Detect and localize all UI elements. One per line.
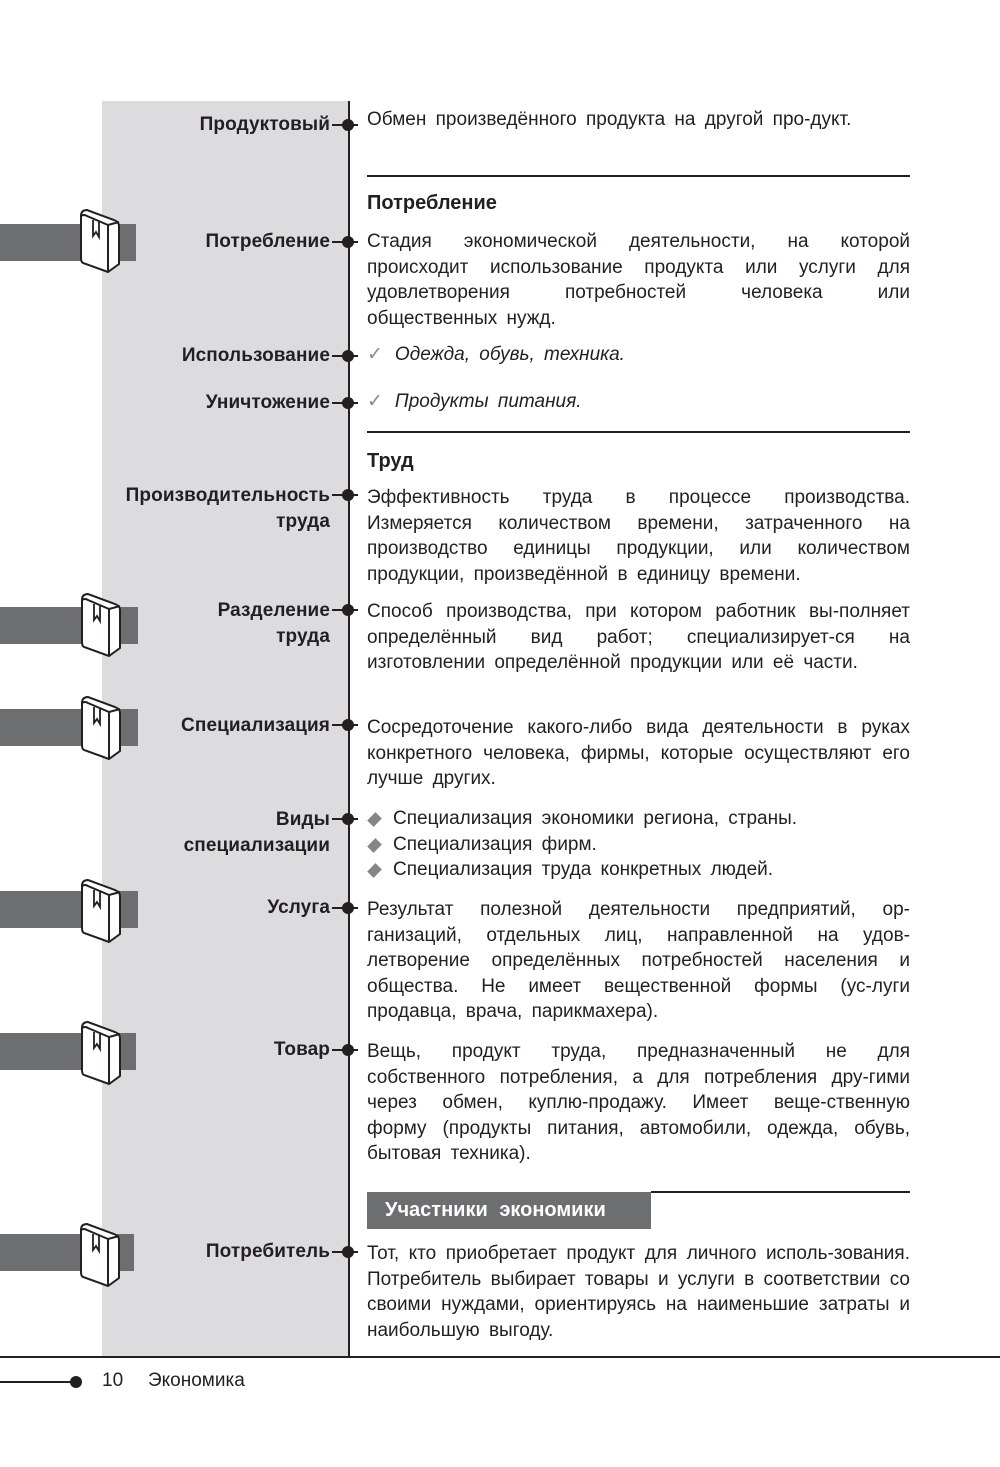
term-label: Потребление <box>205 231 330 252</box>
footer-leader-line <box>0 1381 72 1383</box>
example-item <box>367 389 910 415</box>
section-title: Потребление <box>367 192 497 214</box>
diamond-bullet-icon <box>367 863 382 878</box>
connector-dot <box>332 902 358 914</box>
section-divider <box>367 431 910 433</box>
diamond-bullet-icon <box>367 812 382 827</box>
example-item <box>367 342 910 368</box>
term-definition: Тот, кто приобретает продукт для личного исполь-зования. Потребитель выбирает товары и услуги в соответствии со своими нуждами, ориентируясь на наименьшие затраты и наибольшую выгоду. <box>367 1243 910 1341</box>
connector-dot <box>332 604 358 616</box>
section-title: Труд <box>367 450 414 472</box>
term-label: Потребитель <box>205 1241 330 1262</box>
list-item: Специализация экономики региона, страны. <box>367 806 910 832</box>
connector-dot <box>332 1044 358 1056</box>
section-divider <box>367 175 910 177</box>
specialization-types-list <box>367 806 910 883</box>
term-label: Производительность труда <box>125 485 330 532</box>
term-label: Виды специализации <box>183 809 330 856</box>
term-definition: Результат полезной деятельности предприятий, ор-ганизаций, отдельных лиц, направленной на удов-летворение определённых потребностей населения и общества. Не имеет вещественной формы (ус-луги продавца, врача, парикмахера). <box>367 899 910 1022</box>
term-label: Специализация <box>181 715 330 736</box>
term-definition: Эффективность труда в процессе производства. Измеряется количеством времени, затраченного на производство единицы продукции, или количеством продукции, произведённой в единицу времени. <box>367 487 910 585</box>
example-text: Одежда, обувь, техника. <box>394 344 625 365</box>
term-label: Услуга <box>267 897 330 918</box>
check-icon: ✓ <box>367 344 383 365</box>
running-title: Экономика <box>148 1370 245 1391</box>
connector-dot <box>332 397 358 409</box>
footer-dot <box>70 1376 82 1388</box>
connector-dot <box>332 719 358 731</box>
list-item: Специализация фирм. <box>367 832 910 858</box>
connector-dot <box>332 236 358 248</box>
connector-dot <box>332 813 358 825</box>
term-definition: Сосредоточение какого-либо вида деятельности в руках конкретного человека, фирмы, которые осуществляют его лучше других. <box>367 717 910 789</box>
term-definition: Способ производства, при котором работник вы-полняет определённый вид работ; специализирует-ся на изготовлении определённой продукции или её части. <box>367 601 910 673</box>
term-label: Разделение труда <box>217 600 330 647</box>
connector-dot <box>332 119 358 131</box>
example-text: Продукты питания. <box>394 391 582 412</box>
list-item: Специализация труда конкретных людей. <box>367 857 910 883</box>
connector-dot <box>332 350 358 362</box>
connector-dot <box>332 489 358 501</box>
term-label: Уничтожение <box>205 392 330 413</box>
term-label: Товар <box>273 1039 330 1060</box>
footer-rule <box>0 1356 1000 1358</box>
term-definition: Стадия экономической деятельности, на которой происходит использование продукта или услуги для удовлетворения потребностей человека или общественных нужд. <box>367 231 910 329</box>
term-definition: Обмен произведённого продукта на другой про-дукт. <box>367 109 852 130</box>
term-label: Продуктовый <box>199 114 330 135</box>
check-icon: ✓ <box>367 391 383 412</box>
section-banner: Участники экономики <box>367 1192 651 1229</box>
connector-dot <box>332 1246 358 1258</box>
diamond-bullet-icon <box>367 838 382 853</box>
page-number: 10 <box>102 1370 124 1391</box>
term-label: Использование <box>181 345 330 366</box>
term-definition: Вещь, продукт труда, предназначенный не для собственного потребления, а для потребления дру-гими через обмен, куплю-продажу. Имеет веще-ственную форму (продукты питания, автомобили, одежда, обувь, бытовая техника). <box>367 1041 910 1164</box>
section-divider <box>651 1191 910 1193</box>
